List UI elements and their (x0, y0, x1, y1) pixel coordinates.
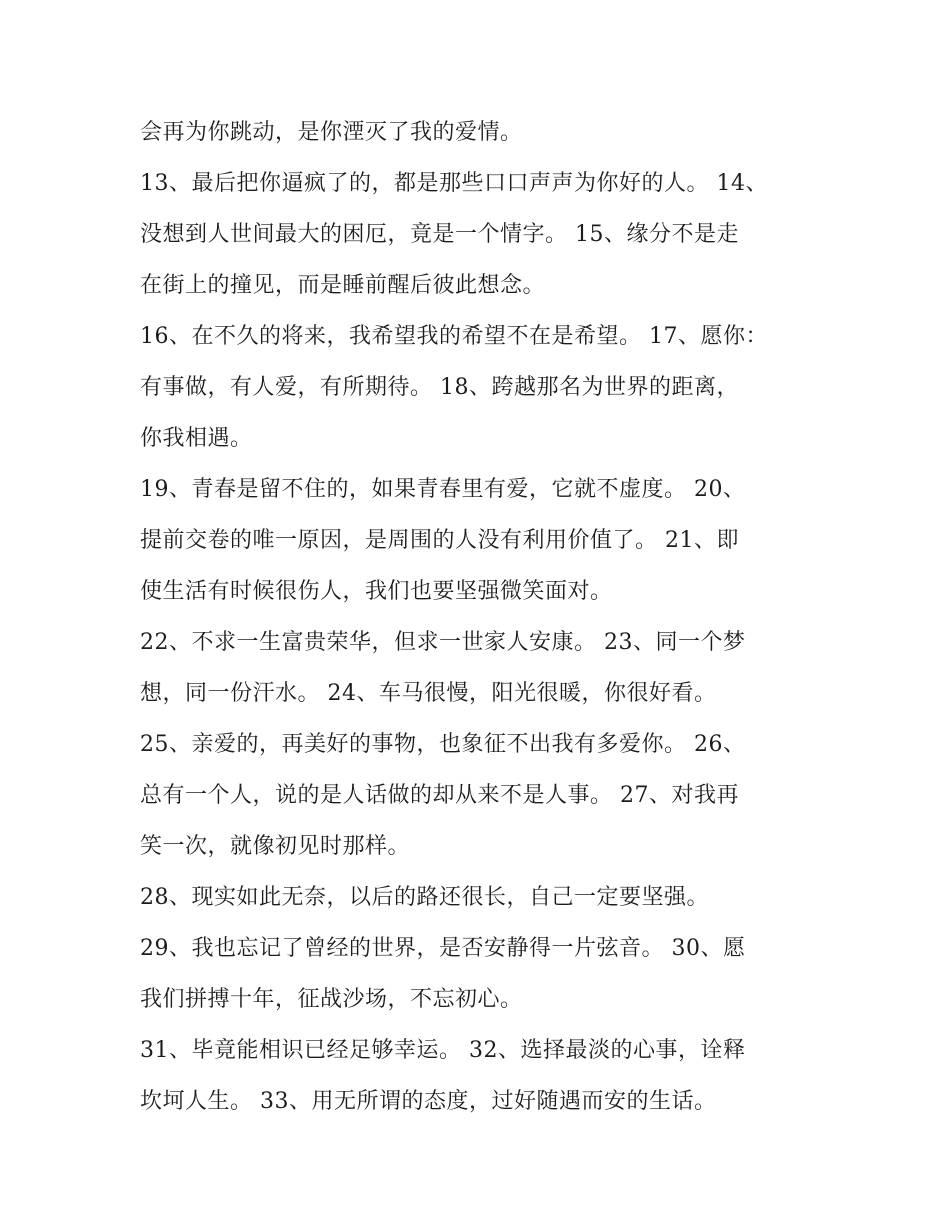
text-line: 25、亲爱的，再美好的事物，也象征不出我有多爱你。 26、 (140, 732, 746, 757)
text-line: 提前交卷的唯一原因，是周围的人没有利用价值了。 21、即 (140, 528, 739, 553)
text-line: 想，同一份汗水。 24、车马很慢，阳光很暖，你很好看。 (140, 681, 717, 706)
text-line: 22、不求一生富贵荣华，但求一世家人安康。 23、同一个梦 (140, 630, 746, 655)
text-line: 会再为你跳动，是你湮灭了我的爱情。 (140, 120, 523, 145)
text-line: 29、我也忘记了曾经的世界，是否安静得一片弦音。 30、愿 (140, 936, 746, 961)
text-line: 没想到人世间最大的困厄，竟是一个情字。 15、缘分不是走 (140, 222, 739, 247)
text-line: 19、青春是留不住的，如果青春里有爱，它就不虚度。 20、 (140, 477, 746, 502)
text-line: 在街上的撞见，而是睡前醒后彼此想念。 (140, 273, 546, 298)
text-line: 16、在不久的将来，我希望我的希望不在是希望。 17、愿你： (140, 324, 768, 349)
text-line: 我们拼搏十年，征战沙场，不忘初心。 (140, 987, 523, 1012)
text-line: 31、毕竟能相识已经足够幸运。 32、选择最淡的心事，诠释 (140, 1038, 746, 1063)
text-line: 坎坷人生。 33、用无所谓的态度，过好随遇而安的生话。 (140, 1089, 717, 1114)
text-line: 有事做，有人爱，有所期待。 18、跨越那名为世界的距离， (140, 375, 739, 400)
text-line: 你我相遇。 (140, 426, 253, 451)
text-line: 28、现实如此无奈，以后的路还很长，自己一定要坚强。 (140, 885, 709, 910)
text-line: 笑一次，就像初见时那样。 (140, 834, 411, 859)
text-line: 总有一个人，说的是人话做的却从来不是人事。 27、对我再 (140, 783, 739, 808)
text-line: 13、最后把你逼疯了的，都是那些口口声声为你好的人。 14、 (140, 171, 768, 196)
body-text (140, 107, 820, 1127)
text-line: 使生活有时候很伤人，我们也要坚强微笑面对。 (140, 579, 613, 604)
